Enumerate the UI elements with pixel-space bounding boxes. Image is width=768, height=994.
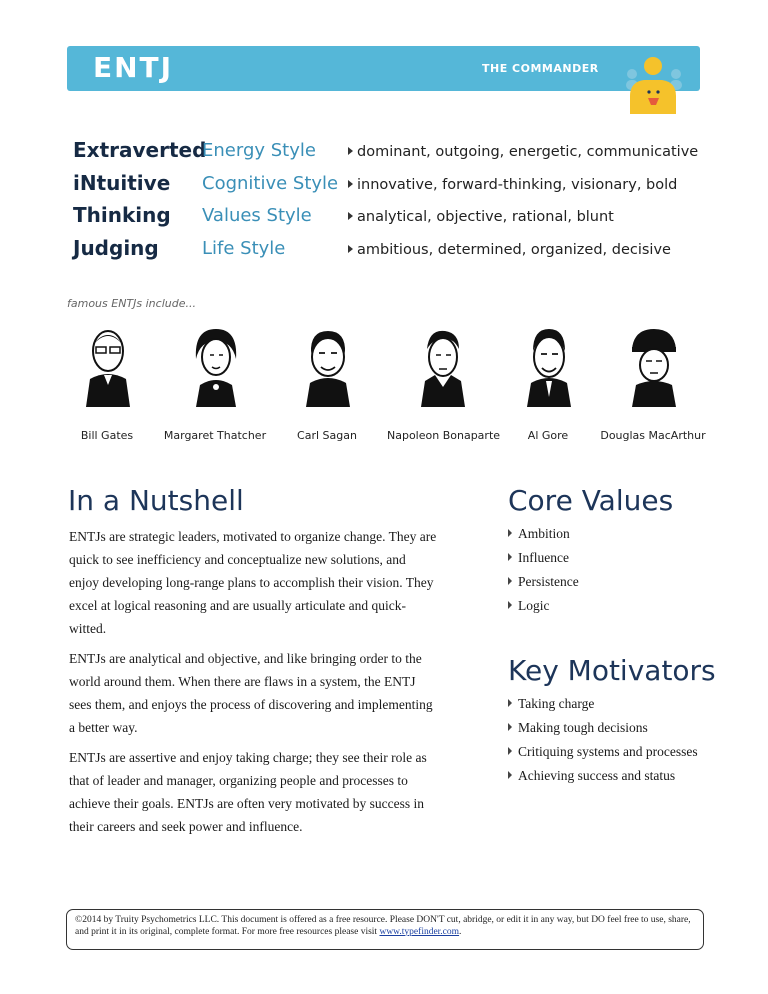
list-item: Making tough decisions — [508, 718, 708, 737]
list-item: Influence — [508, 548, 579, 567]
nutshell-paragraph: ENTJs are strategic leaders, motivated to organize change. They are quick to see inefficiency and conceptualize new solutions, and enjoy developing long-range plans to accomplish their vision. They excel at logical reasoning and are usually articulate and quick-witted. — [69, 529, 437, 636]
trait-row — [73, 203, 713, 233]
triangle-bullet-icon — [348, 245, 353, 253]
person-card — [598, 325, 708, 445]
key-motivators-heading: Key Motivators — [508, 654, 716, 687]
trait-style: Values Style — [202, 205, 312, 226]
person-name: Napoleon Bonaparte — [387, 429, 501, 442]
type-name: THE COMMANDER — [482, 62, 599, 75]
triangle-bullet-icon — [508, 723, 512, 731]
list-item: Logic — [508, 596, 579, 615]
header-banner — [67, 46, 700, 91]
trait-style: Cognitive Style — [202, 173, 339, 194]
core-values-list — [508, 524, 579, 620]
person-card — [160, 325, 270, 445]
commander-mascot-icon — [618, 52, 688, 114]
person-card — [52, 325, 162, 445]
list-item: Persistence — [508, 572, 579, 591]
list-item: Ambition — [508, 524, 579, 543]
portrait-icon — [415, 325, 471, 407]
person-card — [272, 325, 382, 445]
key-motivators-list — [508, 694, 708, 790]
trait-style: Energy Style — [202, 140, 316, 161]
footer-text: ©2014 by Truity Psychometrics LLC. This document is offered as a free resource. Please DON'T cut, abridge, or edit it in any way, but DO feel free to use, share, and print it in its original, complete format. For more free resources please visit — [75, 915, 691, 937]
nutshell-heading: In a Nutshell — [68, 484, 244, 517]
portrait-icon — [626, 325, 682, 407]
typefinder-link[interactable]: www.typefinder.com — [379, 926, 460, 937]
trait-row — [73, 236, 713, 266]
famous-people — [67, 325, 707, 445]
famous-intro: famous ENTJs include... — [67, 297, 196, 310]
trait-row — [73, 138, 713, 168]
trait-name: Thinking — [73, 203, 171, 227]
trait-name: Judging — [73, 236, 159, 260]
triangle-bullet-icon — [348, 212, 353, 220]
triangle-bullet-icon — [348, 147, 353, 155]
footer-end: . — [459, 926, 462, 937]
triangle-bullet-icon — [508, 553, 512, 561]
trait-row — [73, 171, 713, 201]
person-name: Margaret Thatcher — [163, 429, 267, 442]
triangle-bullet-icon — [508, 529, 512, 537]
triangle-bullet-icon — [508, 699, 512, 707]
triangle-bullet-icon — [508, 577, 512, 585]
trait-description: dominant, outgoing, energetic, communicative — [348, 144, 698, 160]
triangle-bullet-icon — [508, 601, 512, 609]
trait-style: Life Style — [202, 238, 286, 259]
triangle-bullet-icon — [508, 747, 512, 755]
trait-description: ambitious, determined, organized, decisive — [348, 242, 671, 258]
list-item: Critiquing systems and processes — [508, 742, 708, 761]
core-values-heading: Core Values — [508, 484, 674, 517]
nutshell-body — [69, 525, 439, 845]
list-item: Achieving success and status — [508, 766, 708, 785]
trait-name: Extraverted — [73, 138, 207, 162]
triangle-bullet-icon — [508, 771, 512, 779]
type-code: ENTJ — [93, 51, 174, 84]
nutshell-paragraph: ENTJs are analytical and objective, and like bringing order to the world around them. When there are flaws in a system, the ENTJ sees them, and enjoys the process of discovering and implementing a better way. — [69, 651, 433, 735]
list-item: Taking charge — [508, 694, 708, 713]
person-card — [493, 325, 603, 445]
person-name: Carl Sagan — [297, 429, 357, 442]
portrait-icon — [521, 325, 577, 407]
copyright-footer — [66, 909, 704, 950]
triangle-bullet-icon — [348, 180, 353, 188]
person-card — [387, 325, 501, 445]
trait-name: iNtuitive — [73, 171, 171, 195]
portrait-icon — [80, 325, 136, 407]
person-name: Bill Gates — [80, 429, 134, 442]
portrait-icon — [188, 325, 244, 407]
person-name: Al Gore — [527, 429, 569, 442]
person-name: Douglas MacArthur — [600, 429, 706, 442]
trait-description: analytical, objective, rational, blunt — [348, 209, 614, 225]
nutshell-paragraph: ENTJs are assertive and enjoy taking charge; they see their role as that of leader and manager, organizing people and processes to achieve their goals. ENTJs are often very motivated by success in their careers and seek power and influence. — [69, 750, 427, 834]
portrait-icon — [300, 325, 356, 407]
trait-description: innovative, forward-thinking, visionary, bold — [348, 177, 677, 193]
